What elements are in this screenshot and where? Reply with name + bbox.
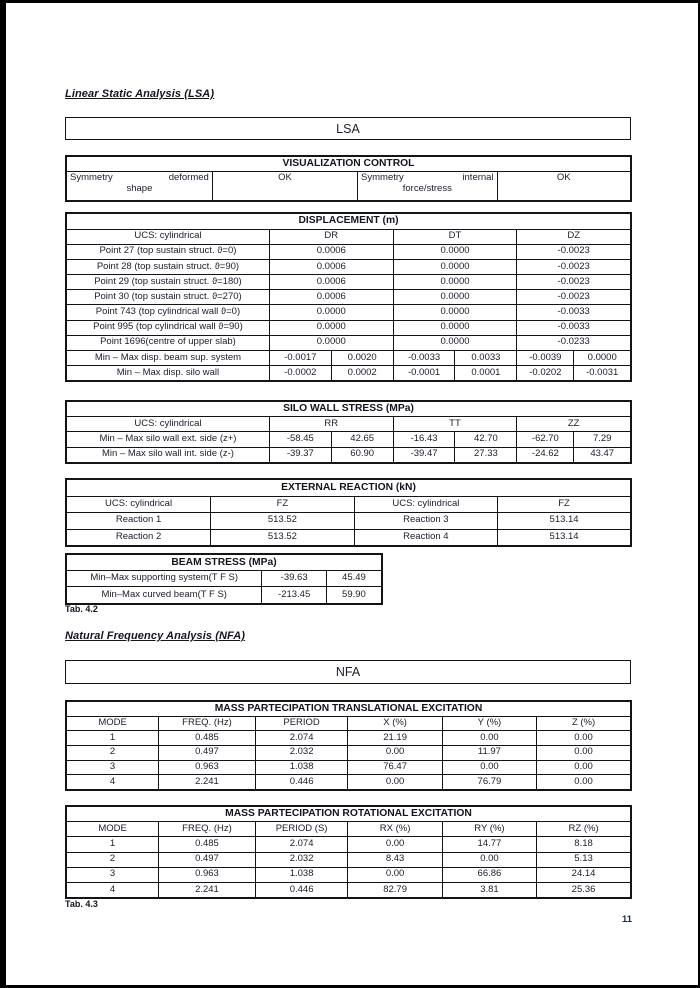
table-cell: VISUALIZATION CONTROL	[66, 156, 631, 172]
table-cell: DR	[269, 229, 393, 244]
table-row	[66, 401, 631, 417]
table-cell: 0.0000	[269, 305, 393, 320]
table-cell: 0.00	[442, 760, 536, 775]
table-cell: -16.43	[393, 432, 455, 447]
table-cell: 2.074	[255, 731, 348, 746]
table-cell: Min–Max curved beam(T F S)	[66, 587, 262, 604]
table-cell: 2.074	[255, 837, 348, 852]
silo-grid	[65, 400, 632, 464]
table-cell: Reaction 1	[66, 513, 211, 530]
table-4-3-caption: Tab. 4.3	[65, 899, 98, 909]
table-cell: Min – Max silo wall ext. side (z+)	[66, 432, 269, 447]
table-cell: 0.963	[159, 760, 256, 775]
table-cell: 0.0006	[269, 259, 393, 274]
table-cell: 513.14	[498, 529, 631, 546]
table-cell: 0.497	[159, 852, 256, 867]
table-cell: 76.47	[348, 760, 442, 775]
table-cell: Reaction 4	[354, 529, 498, 546]
table-cell: 4	[66, 882, 159, 898]
table-cell: -0.0033	[393, 351, 455, 366]
table-cell: 7.29	[574, 432, 631, 447]
table-cell: 45.49	[326, 571, 382, 587]
table-cell: 0.0000	[393, 320, 517, 335]
table-cell: -0.0033	[517, 305, 631, 320]
table-cell: MASS PARTECIPATION ROTATIONAL EXCITATION	[66, 806, 631, 822]
table-cell: 60.90	[331, 447, 393, 463]
table-cell: 27.33	[455, 447, 517, 463]
table-row	[66, 882, 631, 898]
table-row	[66, 447, 631, 463]
trans-grid	[65, 700, 632, 791]
table-row	[66, 229, 631, 244]
table-cell: 0.497	[159, 746, 256, 761]
table-cell: 0.0000	[574, 351, 631, 366]
table-cell: 1.038	[255, 760, 348, 775]
table-cell: PERIOD (S)	[255, 822, 348, 837]
table-cell: FZ	[211, 496, 355, 513]
table-cell: Z (%)	[537, 716, 631, 731]
table-row	[66, 587, 382, 604]
table-cell: 42.70	[455, 432, 517, 447]
table-cell: Min – Max disp. beam sup. system	[66, 351, 269, 366]
external-reaction-table	[65, 478, 632, 547]
table-cell: 2.032	[255, 746, 348, 761]
table-cell: 0.00	[442, 731, 536, 746]
table-4-2-caption: Tab. 4.2	[65, 604, 98, 614]
table-cell: Point 1696(centre of upper slab)	[66, 335, 269, 350]
table-cell: 82.79	[348, 882, 442, 898]
table-cell: 1	[66, 731, 159, 746]
table-cell: 0.0000	[269, 335, 393, 350]
table-cell: -0.0023	[517, 244, 631, 259]
table-row	[66, 731, 631, 746]
table-cell: Reaction 3	[354, 513, 498, 530]
table-cell: X (%)	[348, 716, 442, 731]
table-cell: ZZ	[517, 417, 631, 432]
beam-grid	[65, 553, 383, 605]
table-cell: -0.0031	[574, 366, 631, 382]
vis-grid	[65, 155, 632, 202]
table-cell: FREQ. (Hz)	[159, 822, 256, 837]
table-row	[66, 275, 631, 290]
table-cell: RX (%)	[348, 822, 442, 837]
table-cell: -0.0023	[517, 275, 631, 290]
table-cell: RZ (%)	[537, 822, 631, 837]
table-row	[66, 290, 631, 305]
disp-grid	[65, 212, 632, 382]
table-cell: OK	[212, 172, 357, 202]
table-cell: 24.14	[537, 867, 631, 882]
table-cell: 2	[66, 746, 159, 761]
silo-wall-stress-table	[65, 400, 632, 464]
table-cell: 0.446	[255, 882, 348, 898]
table-cell: Min – Max silo wall int. side (z-)	[66, 447, 269, 463]
table-cell: 3.81	[442, 882, 536, 898]
table-cell: 2	[66, 852, 159, 867]
table-cell: -39.47	[393, 447, 455, 463]
table-cell: 76.79	[442, 775, 536, 790]
table-cell: 11.97	[442, 746, 536, 761]
table-cell: 513.14	[498, 513, 631, 530]
table-cell: 0.0000	[393, 244, 517, 259]
ext-grid	[65, 478, 632, 547]
table-row	[66, 335, 631, 350]
mass-participation-rotational-table	[65, 805, 632, 899]
table-row	[66, 701, 631, 716]
table-cell: -0.0233	[517, 335, 631, 350]
table-cell: MODE	[66, 822, 159, 837]
table-cell: 25.36	[537, 882, 631, 898]
table-row	[66, 432, 631, 447]
table-cell: SILO WALL STRESS (MPa)	[66, 401, 631, 417]
table-cell: 43.47	[574, 447, 631, 463]
lsa-section-heading: Linear Static Analysis (LSA)	[65, 88, 215, 100]
table-cell: BEAM STRESS (MPa)	[66, 554, 382, 571]
table-row	[66, 213, 631, 229]
table-cell: -0.0033	[517, 320, 631, 335]
page-number: 11	[621, 914, 632, 925]
table-row	[66, 760, 631, 775]
table-cell: 2.241	[159, 882, 256, 898]
table-row	[66, 513, 631, 530]
table-cell: -0.0017	[269, 351, 331, 366]
table-cell: Point 28 (top sustain struct. ϑ=90)	[66, 259, 269, 274]
table-cell: Point 995 (top cylindrical wall ϑ=90)	[66, 320, 269, 335]
table-row	[66, 746, 631, 761]
table-cell: -58.45	[269, 432, 331, 447]
table-cell: Y (%)	[442, 716, 536, 731]
table-cell: 66.86	[442, 867, 536, 882]
table-cell: MASS PARTECIPATION TRANSLATIONAL EXCITATION	[66, 701, 631, 716]
table-cell: Point 743 (top cylindrical wall ϑ=0)	[66, 305, 269, 320]
table-cell: UCS: cylindrical	[354, 496, 498, 513]
table-row	[66, 244, 631, 259]
table-cell: 1.038	[255, 867, 348, 882]
table-cell: 0.963	[159, 867, 256, 882]
table-cell: 0.485	[159, 837, 256, 852]
table-row	[66, 156, 631, 172]
table-cell: -0.0202	[517, 366, 574, 382]
table-cell: 0.0006	[269, 275, 393, 290]
mass-participation-translational-table	[65, 700, 632, 791]
table-row	[66, 806, 631, 822]
table-cell: UCS: cylindrical	[66, 496, 211, 513]
table-cell: 0.0000	[393, 305, 517, 320]
table-cell: 0.00	[537, 760, 631, 775]
table-cell: -0.0002	[269, 366, 331, 382]
visualization-control-table	[65, 155, 632, 202]
table-cell: Reaction 2	[66, 529, 211, 546]
table-cell: 0.485	[159, 731, 256, 746]
table-cell: 21.19	[348, 731, 442, 746]
table-cell: 42.65	[331, 432, 393, 447]
table-cell: 3	[66, 760, 159, 775]
table-cell: RR	[269, 417, 393, 432]
table-cell: TT	[393, 417, 517, 432]
table-cell: 1	[66, 837, 159, 852]
lsa-banner: LSA	[65, 117, 631, 140]
table-cell: DISPLACEMENT (m)	[66, 213, 631, 229]
table-cell: FZ	[498, 496, 631, 513]
table-cell: -213.45	[262, 587, 326, 604]
table-row	[66, 366, 631, 382]
table-cell: 0.0000	[269, 320, 393, 335]
table-row	[66, 822, 631, 837]
table-row	[66, 259, 631, 274]
table-cell: -0.0023	[517, 290, 631, 305]
table-cell: -0.0023	[517, 259, 631, 274]
table-cell: 0.446	[255, 775, 348, 790]
table-cell: 4	[66, 775, 159, 790]
table-cell: UCS: cylindrical	[66, 417, 269, 432]
table-cell: -39.37	[269, 447, 331, 463]
table-cell: 0.0006	[269, 290, 393, 305]
table-row	[66, 852, 631, 867]
rot-grid	[65, 805, 632, 899]
table-cell: 8.43	[348, 852, 442, 867]
table-cell: Symmetry internal force/stress	[358, 172, 498, 202]
table-cell: 0.00	[348, 775, 442, 790]
table-cell: 0.0000	[393, 259, 517, 274]
table-cell: -39.63	[262, 571, 326, 587]
table-cell: 0.00	[537, 746, 631, 761]
table-row	[66, 172, 631, 202]
table-cell: 0.0020	[331, 351, 393, 366]
table-cell: -62.70	[517, 432, 574, 447]
table-row	[66, 554, 382, 571]
table-row	[66, 320, 631, 335]
table-cell: Symmetry deformed shape	[66, 172, 212, 202]
table-cell: 3	[66, 867, 159, 882]
table-row	[66, 571, 382, 587]
table-cell: 14.77	[442, 837, 536, 852]
table-cell: -24.62	[517, 447, 574, 463]
table-cell: RY (%)	[442, 822, 536, 837]
table-cell: EXTERNAL REACTION (kN)	[66, 479, 631, 496]
table-cell: 0.00	[442, 852, 536, 867]
table-cell: 59.90	[326, 587, 382, 604]
table-cell: MODE	[66, 716, 159, 731]
table-cell: Min–Max supporting system(T F S)	[66, 571, 262, 587]
table-cell: 513.52	[211, 513, 355, 530]
table-row	[66, 837, 631, 852]
table-cell: 0.00	[537, 775, 631, 790]
table-cell: 5.13	[537, 852, 631, 867]
table-cell: 513.52	[211, 529, 355, 546]
table-cell: 2.032	[255, 852, 348, 867]
table-row	[66, 351, 631, 366]
table-cell: DZ	[517, 229, 631, 244]
table-row	[66, 417, 631, 432]
table-cell: Point 27 (top sustain struct. ϑ=0)	[66, 244, 269, 259]
nfa-section-heading: Natural Frequency Analysis (NFA)	[65, 630, 246, 642]
table-cell: 0.0033	[455, 351, 517, 366]
table-cell: 8.18	[537, 837, 631, 852]
table-cell: -0.0039	[517, 351, 574, 366]
displacement-table	[65, 212, 632, 382]
nfa-banner: NFA	[65, 660, 631, 684]
table-cell: 0.00	[537, 731, 631, 746]
table-cell: UCS: cylindrical	[66, 229, 269, 244]
table-row	[66, 496, 631, 513]
table-cell: 0.0000	[393, 275, 517, 290]
table-row	[66, 305, 631, 320]
table-cell: 2.241	[159, 775, 256, 790]
table-row	[66, 479, 631, 496]
table-cell: 0.00	[348, 746, 442, 761]
table-cell: 0.0002	[331, 366, 393, 382]
table-row	[66, 529, 631, 546]
table-cell: 0.0006	[269, 244, 393, 259]
beam-stress-table	[65, 553, 383, 605]
table-cell: 0.00	[348, 837, 442, 852]
table-cell: Point 30 (top sustain struct. ϑ=270)	[66, 290, 269, 305]
table-cell: OK	[497, 172, 631, 202]
table-row	[66, 867, 631, 882]
table-cell: FREQ. (Hz)	[159, 716, 256, 731]
document-page	[6, 3, 698, 985]
table-cell: PERIOD	[255, 716, 348, 731]
table-cell: -0.0001	[393, 366, 455, 382]
table-row	[66, 775, 631, 790]
table-cell: 0.00	[348, 867, 442, 882]
table-cell: 0.0001	[455, 366, 517, 382]
table-row	[66, 716, 631, 731]
table-cell: 0.0000	[393, 290, 517, 305]
table-cell: 0.0000	[393, 335, 517, 350]
table-cell: Point 29 (top sustain struct. ϑ=180)	[66, 275, 269, 290]
table-cell: Min – Max disp. silo wall	[66, 366, 269, 382]
table-cell: DT	[393, 229, 517, 244]
